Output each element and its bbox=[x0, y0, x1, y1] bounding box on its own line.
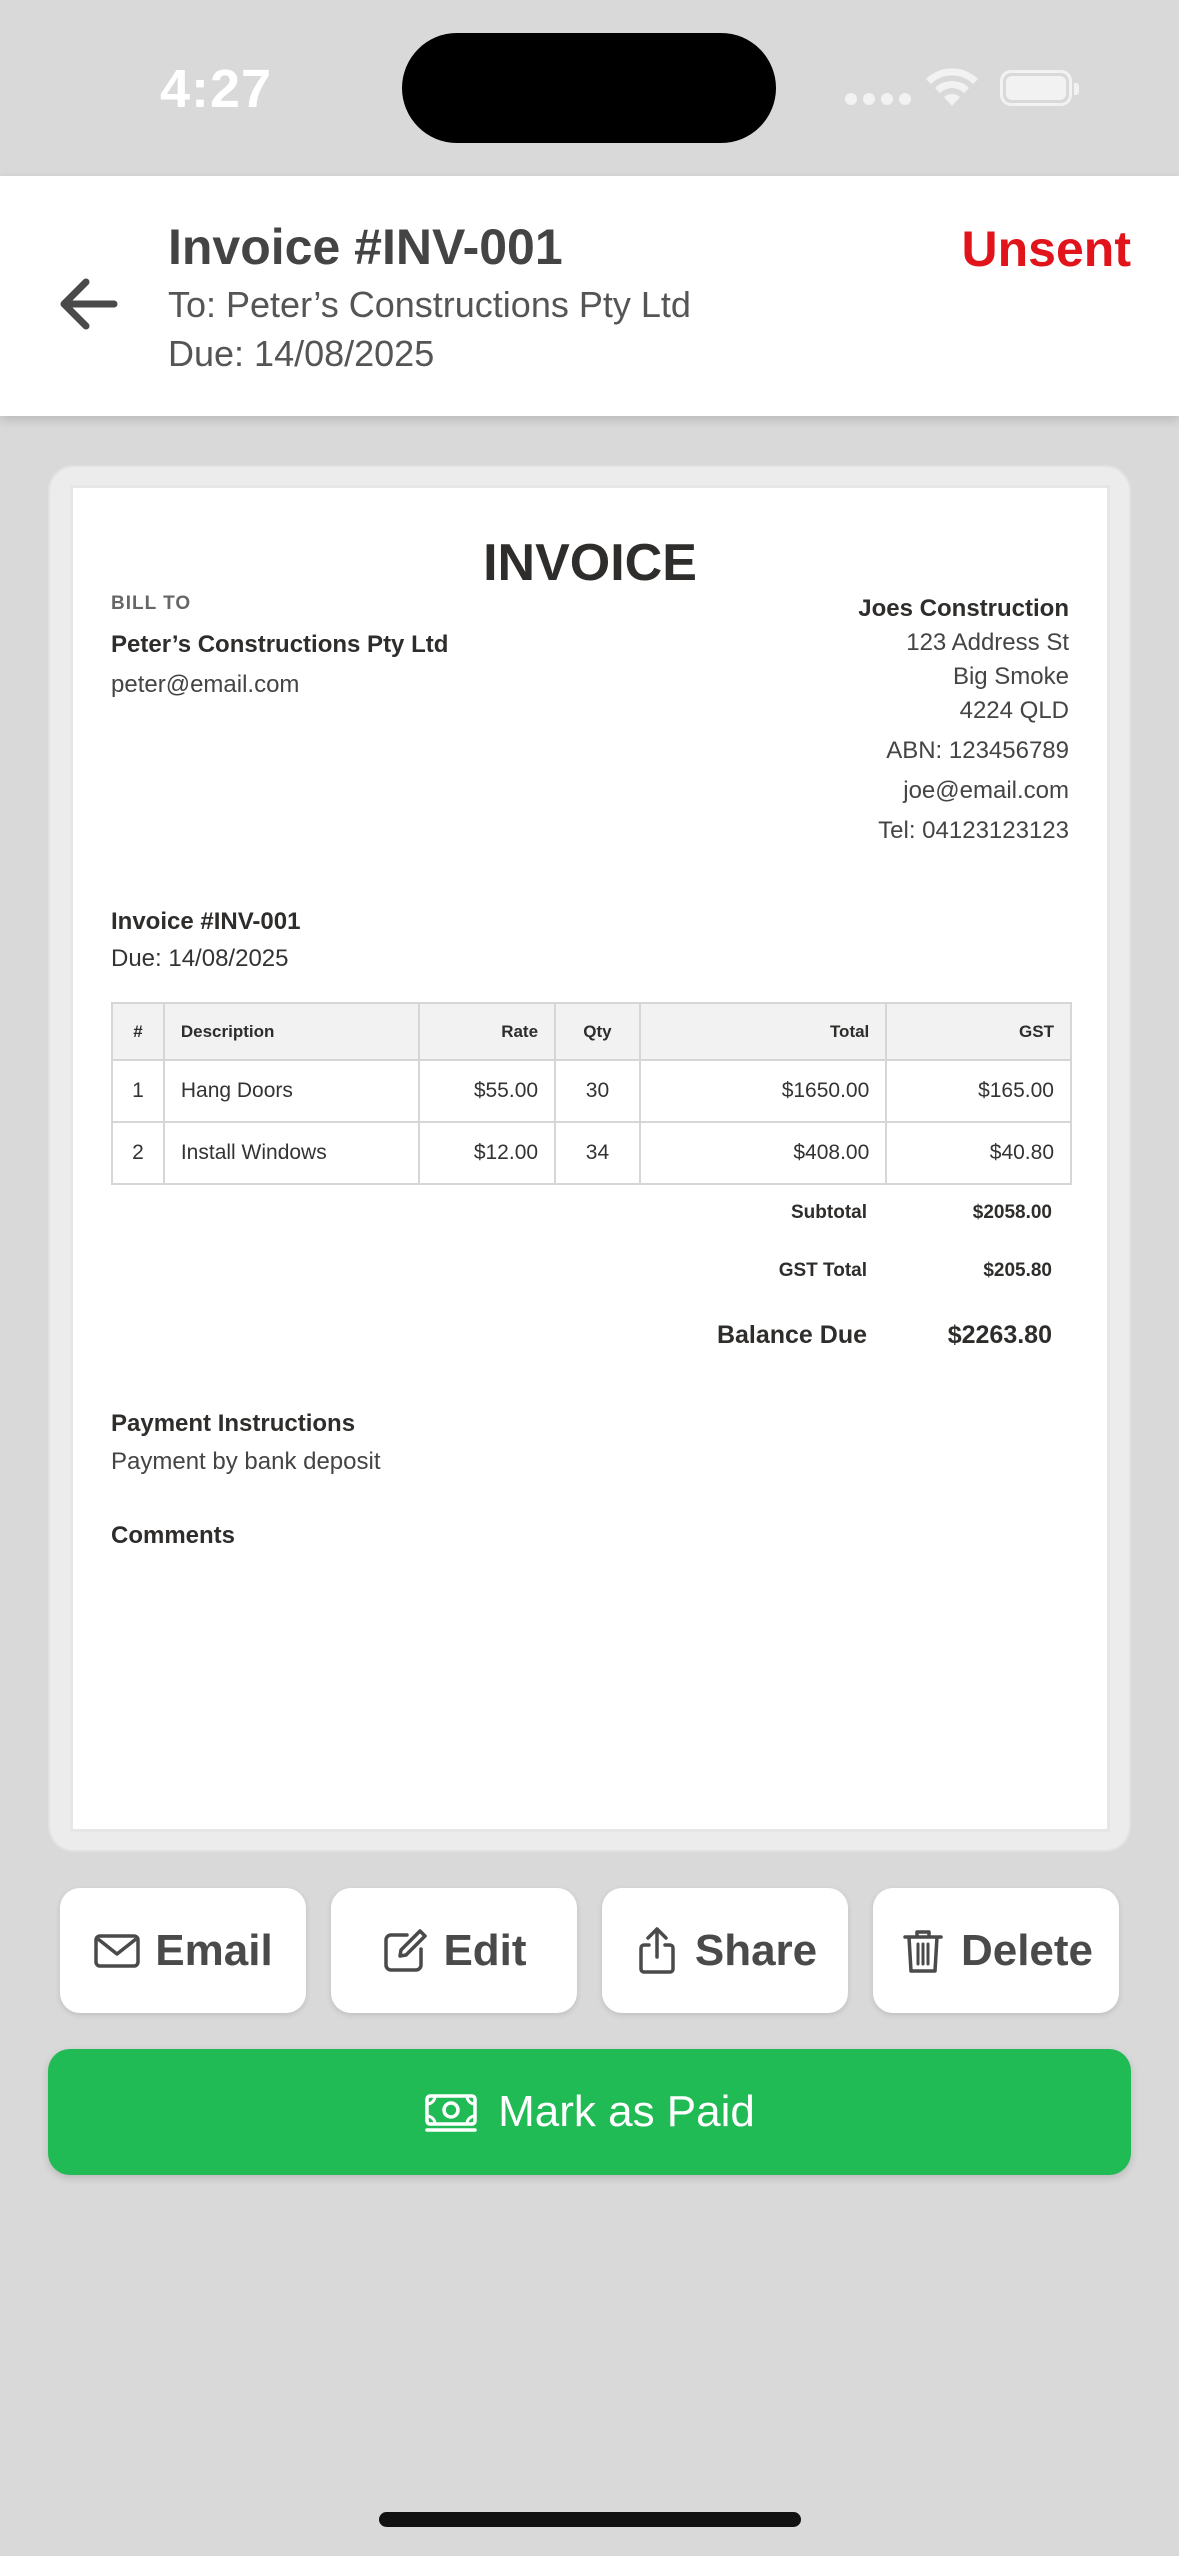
company-address-line: 123 Address St bbox=[906, 629, 1069, 656]
column-header: Qty bbox=[555, 1003, 640, 1060]
column-header: # bbox=[112, 1003, 164, 1060]
column-header: Total bbox=[640, 1003, 886, 1060]
gst-total-value: $205.80 bbox=[983, 1260, 1052, 1281]
share-icon bbox=[633, 1927, 681, 1975]
company-phone: Tel: 04123123123 bbox=[878, 817, 1069, 844]
line-items-table bbox=[111, 1002, 1072, 1185]
comments-title: Comments bbox=[111, 1522, 236, 1549]
email-button-label: Email bbox=[155, 1925, 273, 1975]
dynamic-island bbox=[402, 33, 776, 143]
status-bar bbox=[0, 0, 1179, 176]
row-qty: 34 bbox=[555, 1122, 640, 1184]
row-total: $1650.00 bbox=[640, 1060, 886, 1122]
row-number: 1 bbox=[112, 1060, 164, 1122]
invoice-due-date: Due: 14/08/2025 bbox=[111, 945, 289, 972]
company-name: Joes Construction bbox=[858, 595, 1069, 622]
due-date-label: Due: 14/08/2025 bbox=[168, 333, 435, 374]
balance-due-row bbox=[567, 1321, 1052, 1350]
cellular-signal-icon bbox=[845, 93, 911, 105]
table-row bbox=[112, 1060, 1071, 1122]
action-bar bbox=[60, 1888, 1120, 2013]
row-description: Hang Doors bbox=[164, 1060, 419, 1122]
mark-as-paid-button[interactable] bbox=[48, 2049, 1131, 2175]
row-gst: $40.80 bbox=[886, 1122, 1071, 1184]
gst-total-label: GST Total bbox=[778, 1260, 867, 1281]
table-row bbox=[112, 1122, 1071, 1184]
envelope-icon bbox=[93, 1927, 141, 1975]
bill-to-name: Peter’s Constructions Pty Ltd bbox=[111, 631, 449, 658]
trash-icon bbox=[899, 1927, 947, 1975]
payment-instructions-title: Payment Instructions bbox=[111, 1410, 356, 1437]
share-button-label: Share bbox=[694, 1925, 818, 1975]
wifi-icon bbox=[922, 66, 982, 110]
edit-button-label: Edit bbox=[443, 1925, 527, 1975]
back-arrow-icon[interactable] bbox=[52, 268, 124, 340]
row-description: Install Windows bbox=[164, 1122, 419, 1184]
page-title: Invoice #INV-001 bbox=[168, 219, 563, 275]
gst-total-row bbox=[567, 1260, 1052, 1282]
edit-icon bbox=[381, 1927, 429, 1975]
edit-button[interactable] bbox=[331, 1888, 577, 2013]
banknote-icon bbox=[424, 2090, 478, 2134]
balance-due-label: Balance Due bbox=[716, 1321, 867, 1349]
delete-button[interactable] bbox=[873, 1888, 1119, 2013]
invoice-heading: INVOICE bbox=[483, 534, 697, 592]
status-time: 4:27 bbox=[160, 59, 273, 119]
recipient-label: To: Peter’s Constructions Pty Ltd bbox=[168, 284, 691, 325]
delete-button-label: Delete bbox=[960, 1925, 1094, 1975]
row-rate: $12.00 bbox=[419, 1122, 555, 1184]
company-abn: ABN: 123456789 bbox=[886, 737, 1069, 764]
company-address-line: Big Smoke bbox=[952, 663, 1069, 690]
row-total: $408.00 bbox=[640, 1122, 886, 1184]
balance-due-value: $2263.80 bbox=[947, 1321, 1052, 1349]
home-indicator[interactable] bbox=[379, 2512, 801, 2527]
payment-instructions-text: Payment by bank deposit bbox=[111, 1448, 381, 1475]
subtotal-label: Subtotal bbox=[791, 1202, 867, 1223]
subtotal-value: $2058.00 bbox=[972, 1202, 1052, 1223]
company-details bbox=[858, 592, 1069, 848]
column-header: Rate bbox=[419, 1003, 555, 1060]
company-email: joe@email.com bbox=[903, 777, 1069, 804]
row-number: 2 bbox=[112, 1122, 164, 1184]
column-header: Description bbox=[164, 1003, 419, 1060]
bill-to-email: peter@email.com bbox=[111, 671, 300, 698]
share-button[interactable] bbox=[602, 1888, 848, 2013]
company-address-line: 4224 QLD bbox=[959, 697, 1069, 724]
mark-as-paid-label: Mark as Paid bbox=[498, 2087, 755, 2136]
bill-to-label: BILL TO bbox=[111, 593, 192, 614]
row-rate: $55.00 bbox=[419, 1060, 555, 1122]
table-header-row bbox=[112, 1003, 1071, 1060]
invoice-header bbox=[0, 176, 1179, 416]
invoice-number: Invoice #INV-001 bbox=[111, 908, 301, 935]
column-header: GST bbox=[886, 1003, 1071, 1060]
email-button[interactable] bbox=[60, 1888, 306, 2013]
row-qty: 30 bbox=[555, 1060, 640, 1122]
row-gst: $165.00 bbox=[886, 1060, 1071, 1122]
invoice-document bbox=[70, 485, 1110, 1832]
battery-icon bbox=[1000, 70, 1072, 106]
status-badge: Unsent bbox=[961, 221, 1131, 277]
subtotal-row bbox=[567, 1202, 1052, 1224]
